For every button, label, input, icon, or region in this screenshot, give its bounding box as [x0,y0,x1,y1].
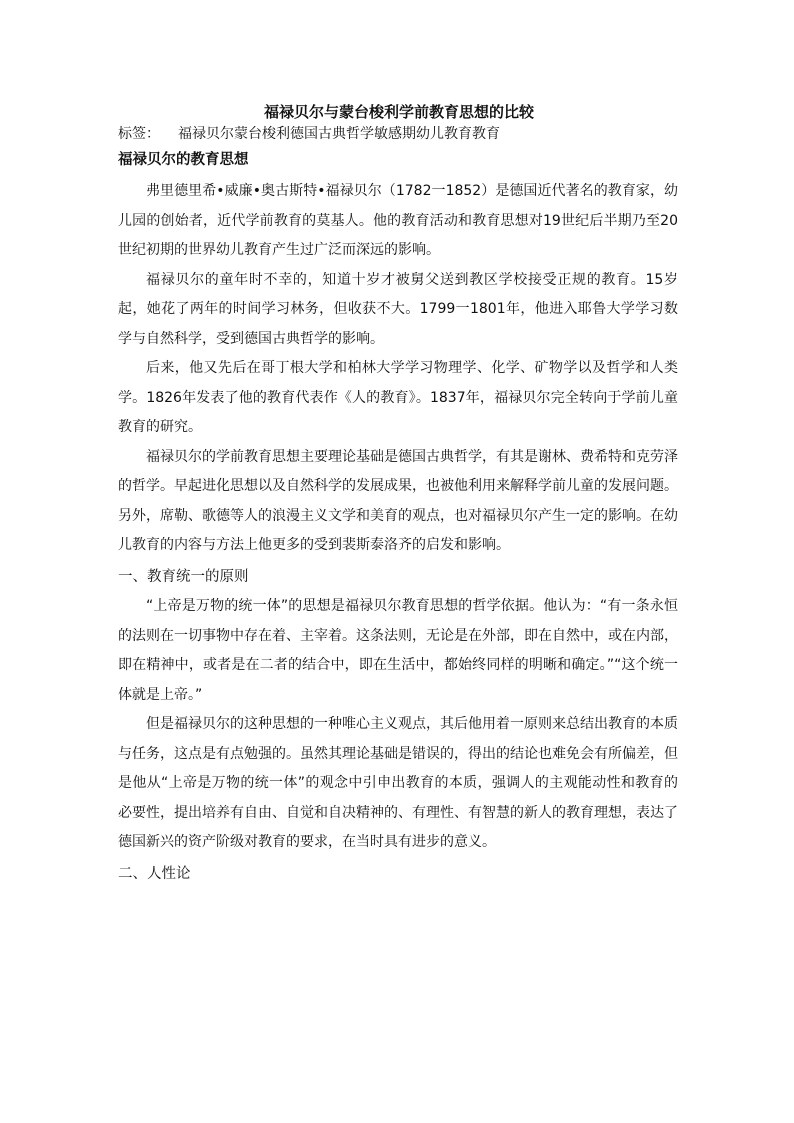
tags-line [118,123,678,145]
tags-label: 标签： [118,126,160,142]
paragraph-4: 福禄贝尔的学前教育思想主要理论基础是德国古典哲学，有其是谢林、费希特和克劳泽的哲学。早起进化思想以及自然科学的发展成果，也被他利用来解释学前儿童的发展问题。另外，席勒、歌德等人的浪漫主义文学和美育的观点，也对福禄贝尔产生一定的影响。在幼儿教育的内容与方法上他更多的受到裴斯泰洛齐的启发和影响。 [118,448,678,553]
document-title: 福禄贝尔与蒙台梭利学前教育思想的比较 [263,103,534,121]
subheading-human-nature: 二、人性论 [118,865,191,882]
paragraph-3: 后来，他又先后在哥丁根大学和柏林大学学习物理学、化学、矿物学以及哲学和人类学。1826年发表了他的教育代表作《人的教育》。1837年，福禄贝尔完全转向于学前儿童教育的研究。 [118,360,678,435]
paragraph-2: 福禄贝尔的童年时不幸的，知道十岁才被舅父送到教区学校接受正规的教育。15岁起，她花了两年的时间学习林务，但收获不大。1799一1801年，他进入耶鲁大学学习数学与自然科学，受到德国古典哲学的影响。 [118,271,678,347]
paragraph-1: 弗里德里希•威廉•奥古斯特•福禄贝尔（1782一1852）是德国近代著名的教育家，幼儿园的创始者，近代学前教育的莫基人。他的教育活动和教育思想对19世纪后半期乃至20世纪初期的世界幼儿教育产生过广泛而深远的影响。 [118,183,678,258]
section-heading: 福禄贝尔的教育思想 [118,152,249,168]
tags-value: 福禄贝尔蒙台梭利德国古典哲学敏感期幼儿教育教育 [178,126,500,142]
subheading-unity-principle: 一、教育统一的原则 [118,568,249,585]
paragraph-6: 但是福禄贝尔的这种思想的一种唯心主义观点，其后他用着一原则来总结出教育的本质与任务，这点是有点勉强的。虽然其理论基础是错误的，得出的结论也难免会有所偏差，但是他从“上帝是万物的统一体”的观念中引申出教育的本质，强调人的主观能动性和教育的必要性，提出培养有自由、自觉和自决精神的、有理性、有智慧的新人的教育理想，表达了德国新兴的资产阶级对教育的要求，在当时具有进步的意义。 [118,716,678,850]
paragraph-5: “上帝是万物的统一体”的思想是福禄贝尔教育思想的哲学依据。他认为：“有一条永恒的法则在一切事物中存在着、主宰着。这条法则，无论是在外部，即在自然中，或在内部，即在精神中，或者是在二者的结合中，即在生活中，都始终同样的明晰和确定。”“这个统一体就是上帝。” [118,598,678,703]
document-content [118,101,678,889]
